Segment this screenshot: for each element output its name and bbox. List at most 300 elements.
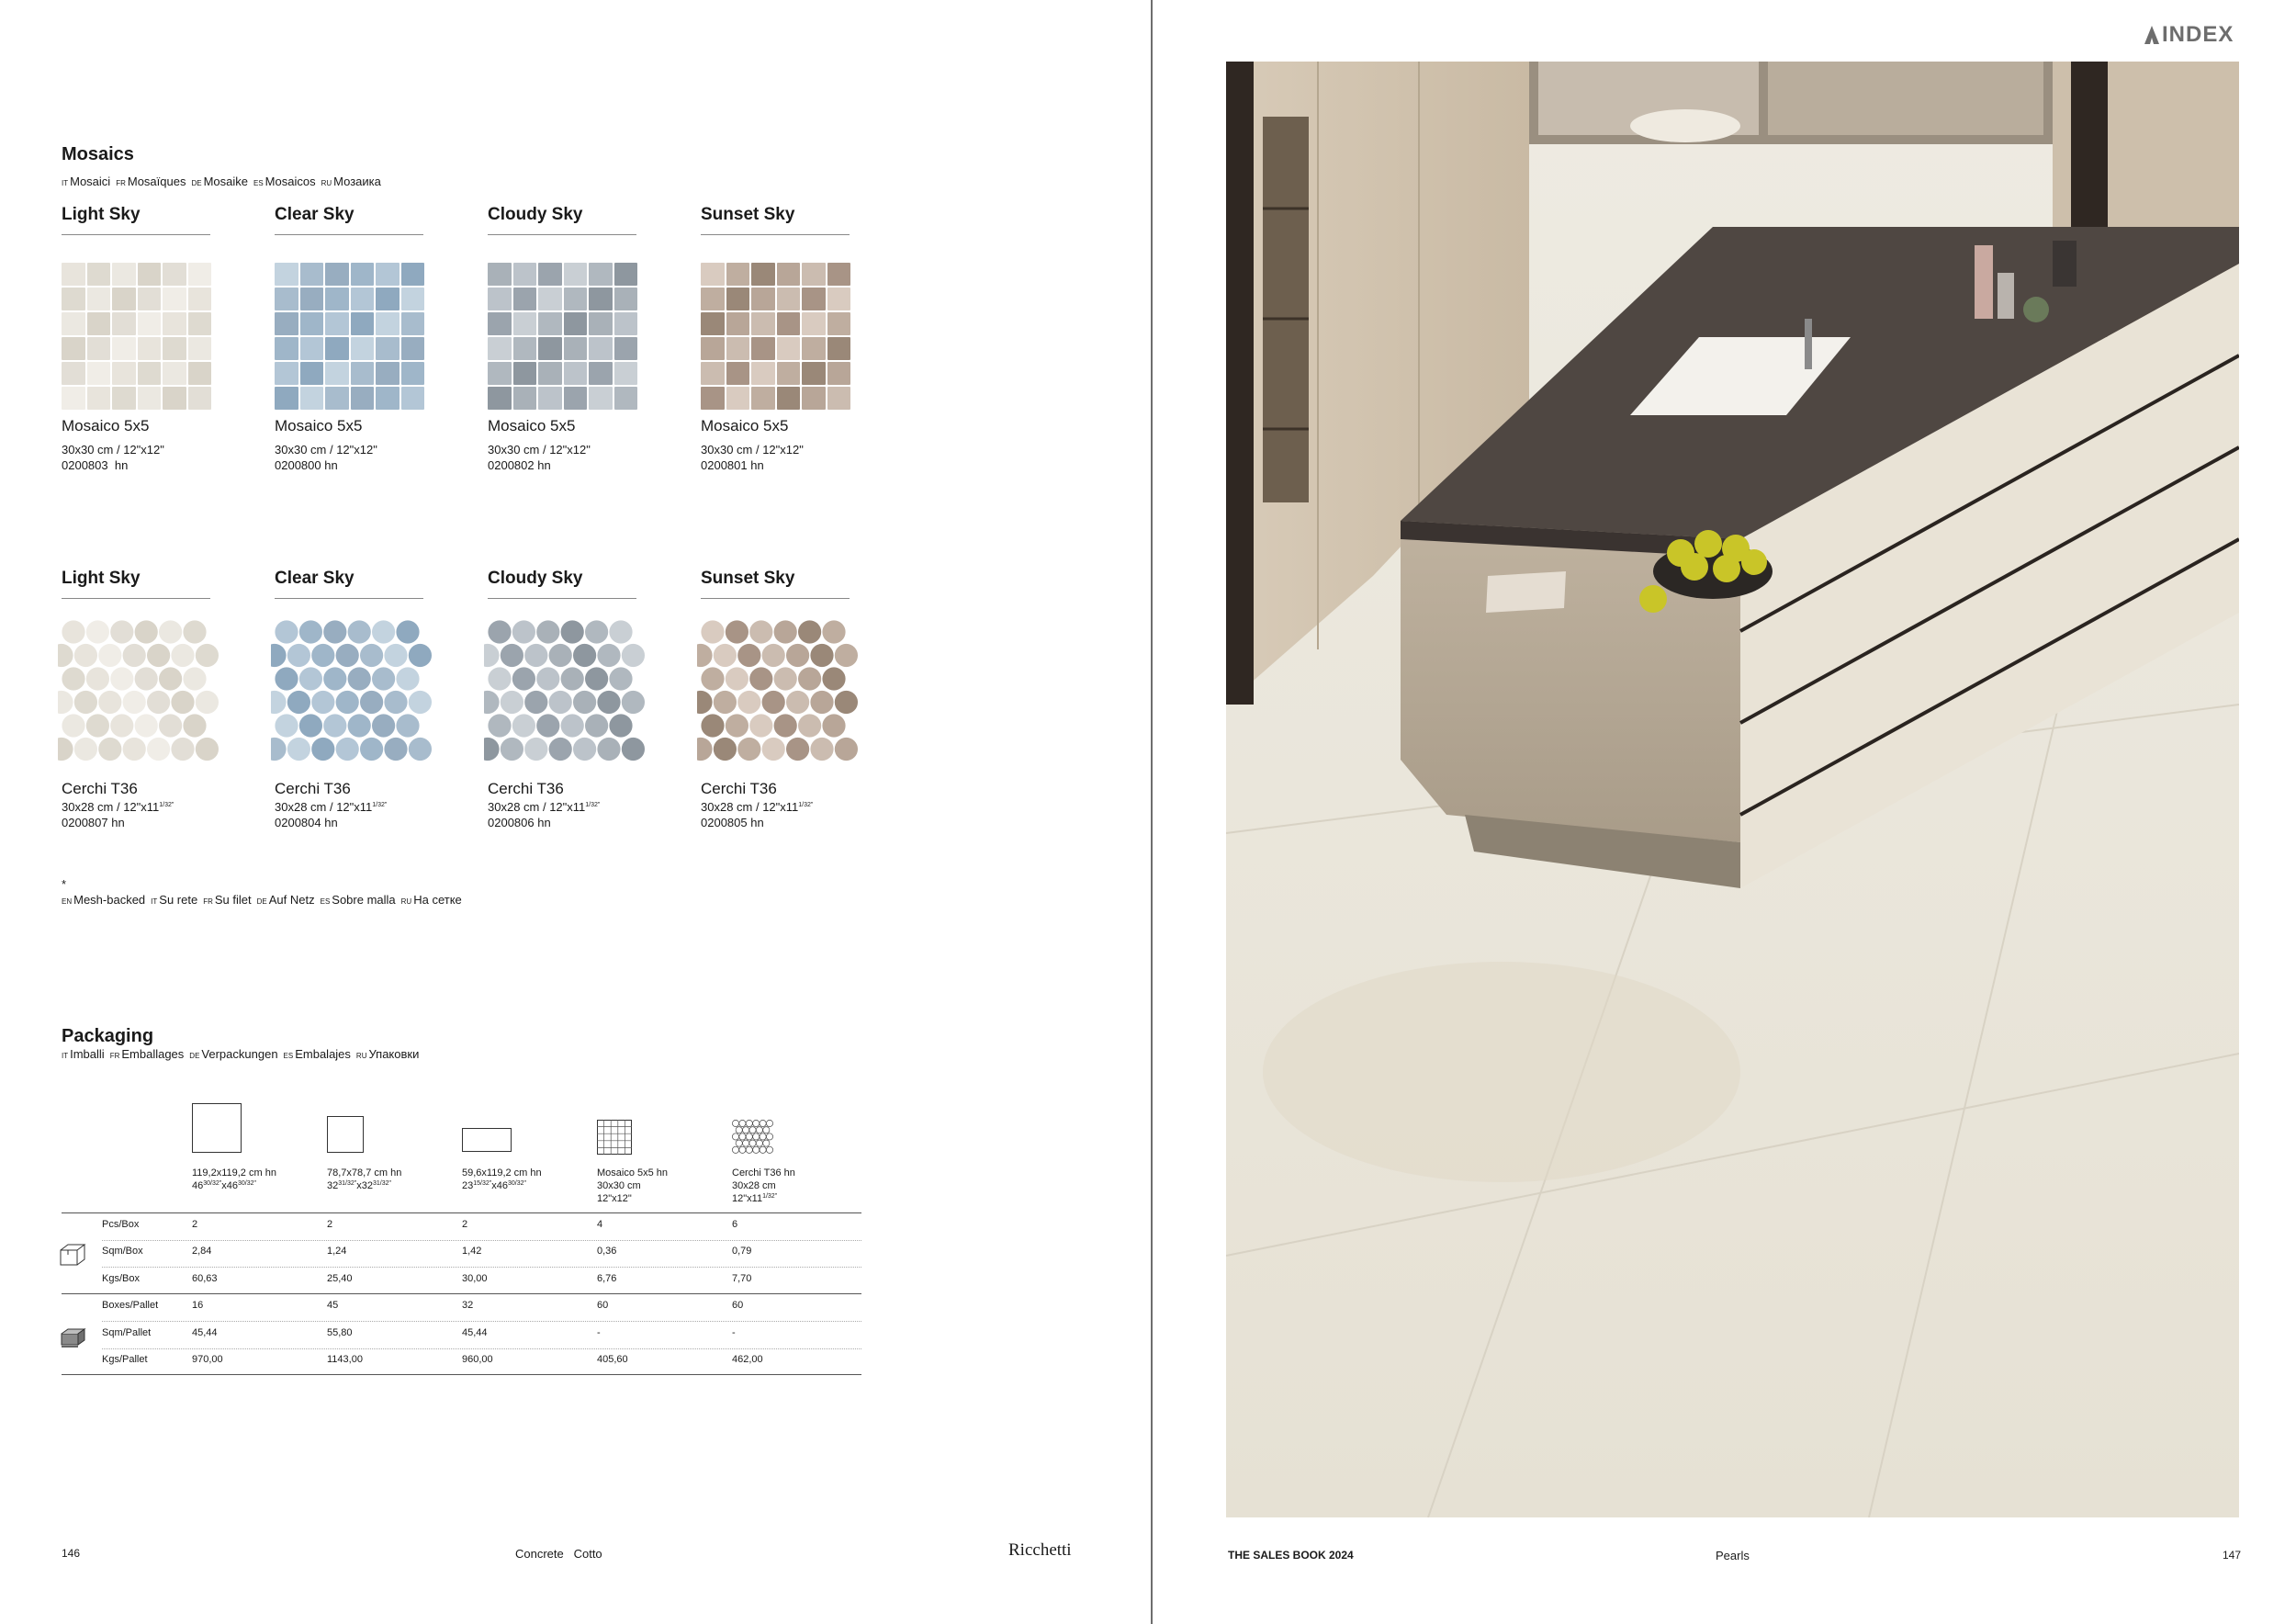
- format-line: Mosaico 5x5 hn: [597, 1167, 669, 1179]
- mosaic-circle-tile: [98, 644, 121, 667]
- mosaic-tile: [802, 263, 826, 286]
- mosaic-circle-tile: [501, 644, 523, 667]
- packaging-cell: 30,00: [462, 1272, 488, 1284]
- packaging-cell: 2: [327, 1219, 333, 1230]
- translation-text: Mosaïques: [127, 175, 186, 188]
- mosaic-circle-tile: [396, 667, 419, 690]
- packaging-cell: 2: [462, 1219, 468, 1230]
- translation-text: Mosaicos: [264, 175, 316, 188]
- mosaic-tile: [112, 263, 136, 286]
- packaging-cell: 970,00: [192, 1354, 223, 1365]
- page-divider: [1151, 0, 1153, 1624]
- mosaic-tile: [188, 337, 212, 360]
- mosaic-circle-tile: [372, 667, 395, 690]
- mosaic-circle-tile: [311, 691, 334, 714]
- mosaic-tile: [401, 263, 425, 286]
- mosaic-tile: [488, 387, 512, 410]
- mosaic-tile: [188, 263, 212, 286]
- mosaic-product-name: Mosaico 5x5: [275, 417, 363, 434]
- mosaic-circle-tile: [147, 644, 170, 667]
- format-line: $12"x11^{1/32"}$: [732, 1193, 778, 1204]
- right-page-number: 147: [2223, 1549, 2242, 1562]
- translation-item: [116, 175, 186, 188]
- mosaic-circle-tile: [135, 714, 158, 737]
- pallet-icon: [59, 1328, 88, 1353]
- mosaic-square-swatch: [701, 263, 850, 410]
- mosaic-circle-tile: [323, 667, 346, 690]
- mosaic-tile: [488, 362, 512, 385]
- packaging-cell: 1,42: [462, 1246, 482, 1257]
- translation-text: Mosaici: [70, 175, 111, 188]
- mosaic-circle-tile: [183, 667, 206, 690]
- mosaic-circle-tile: [524, 738, 547, 761]
- mosaic-tile: [701, 362, 725, 385]
- translation-item: [151, 893, 197, 907]
- packaging-format-label: [462, 1167, 542, 1192]
- translation-text: Мозаика: [333, 175, 381, 188]
- mosaic-tile: [538, 288, 562, 310]
- translation-item: [62, 893, 145, 907]
- translation-text: На сетке: [413, 893, 462, 907]
- left-series-label: Concrete Cotto: [515, 1547, 602, 1561]
- mosaic-tile: [163, 288, 186, 310]
- mosaic-tile: [87, 362, 111, 385]
- mosaic-tile: [701, 288, 725, 310]
- mosaic-tile: [701, 337, 725, 360]
- mosaic-circle-tile: [110, 667, 133, 690]
- mosaic-circle-tile: [86, 714, 109, 737]
- mosaic-circle-tile: [123, 644, 146, 667]
- mosaic-circle-tile: [762, 691, 785, 714]
- mosaic-circle-tile: [360, 691, 383, 714]
- translation-item: [321, 175, 381, 188]
- mosaic-circle-tile: [701, 620, 724, 643]
- mosaic-circle-tile: [336, 644, 359, 667]
- mosaic-tile: [163, 312, 186, 335]
- mosaic-circle-tile: [609, 620, 632, 643]
- mosaic-tile: [300, 337, 324, 360]
- mosaic-tile: [87, 387, 111, 410]
- translation-text: Su rete: [159, 893, 198, 907]
- mosaic-circle-tile: [774, 714, 797, 737]
- mosaic-tile: [300, 362, 324, 385]
- translation-item: [189, 1047, 277, 1061]
- mosaic-tile: [275, 387, 298, 410]
- packaging-cell: 45: [327, 1300, 339, 1312]
- translation-item: [191, 175, 248, 188]
- mosaic-tile: [564, 312, 588, 335]
- mosaic-circle-tile: [86, 620, 109, 643]
- mosaic-tile: [300, 263, 324, 286]
- format-line: 59,6x119,2 cm hn: [462, 1167, 542, 1179]
- mosaic-tile: [62, 387, 85, 410]
- mosaic-tile: [751, 288, 775, 310]
- mosaic-circle-tile: [287, 691, 310, 714]
- mosaic-tile: [401, 312, 425, 335]
- mosaic-tile: [589, 337, 613, 360]
- mosaic-circle-tile: [573, 691, 596, 714]
- mosaic-circle-tile: [323, 714, 346, 737]
- mosaic-circle-tile: [749, 667, 772, 690]
- mosaic-circle-tile: [58, 644, 73, 667]
- mosaic-circle-tile: [384, 644, 407, 667]
- mosaic-tile: [538, 362, 562, 385]
- mosaic-code: 0200800 hn: [275, 458, 338, 472]
- mosaic-circle-swatch: [58, 618, 238, 774]
- packaging-cell: -: [597, 1326, 601, 1338]
- mosaic-tile: [138, 312, 162, 335]
- mosaic-tile: [163, 263, 186, 286]
- mosaic-tile: [351, 312, 375, 335]
- mosaic-tile: [188, 387, 212, 410]
- language-code: RU: [355, 1052, 367, 1060]
- mosaic-circle-tile: [86, 667, 109, 690]
- mosaic-circle-tile: [98, 738, 121, 761]
- mosaic-circle-tile: [58, 691, 73, 714]
- mosaic-product-name: Mosaico 5x5: [62, 417, 150, 434]
- mosaic-tile: [564, 288, 588, 310]
- sales-book-label: THE SALES BOOK 2024: [1228, 1549, 1354, 1562]
- mosaic-circle-tile: [737, 691, 760, 714]
- format-line: 12"x12": [597, 1193, 632, 1204]
- mosaic-circle-tile: [159, 667, 182, 690]
- mosaic-circle-tile: [762, 738, 785, 761]
- translation-text: Emballages: [121, 1047, 185, 1061]
- packaging-cell: 25,40: [327, 1272, 353, 1284]
- packaging-cell: 60: [597, 1300, 609, 1312]
- mosaic-circle-tile: [810, 691, 833, 714]
- mosaic-tile: [112, 362, 136, 385]
- packaging-row-rule: [102, 1240, 861, 1241]
- mosaic-tile: [488, 263, 512, 286]
- mosaic-circle-tile: [159, 620, 182, 643]
- mosaic-color-name: Light Sky: [62, 569, 210, 599]
- mosaic-tile: [802, 337, 826, 360]
- mosaic-circle-tile: [311, 644, 334, 667]
- mosaic-circle-tile: [409, 738, 432, 761]
- mosaic-tile: [614, 312, 638, 335]
- mosaic-tile: [726, 312, 750, 335]
- packaging-mid-rule: [62, 1293, 861, 1294]
- mosaic-size: 30x30 cm / 12"x12": [701, 443, 804, 457]
- packaging-cell: 1143,00: [327, 1354, 363, 1365]
- mosaic-circle-tile: [524, 691, 547, 714]
- mosaic-tile: [701, 312, 725, 335]
- mosaic-code: 0200801 hn: [701, 458, 764, 472]
- mosaic-circle-tile: [147, 738, 170, 761]
- mosaic-code: 0200804 hn: [275, 816, 338, 829]
- mosaic-product-name: Cerchi T36: [275, 780, 351, 797]
- mosaic-tile: [538, 337, 562, 360]
- mosaic-circle-tile: [822, 667, 845, 690]
- mosaic-tile: [87, 312, 111, 335]
- mosaic-tile: [802, 312, 826, 335]
- mosaic-tile: [275, 312, 298, 335]
- mosaic-tile: [802, 362, 826, 385]
- mosaic-tile: [751, 312, 775, 335]
- mosaic-circle-tile: [336, 738, 359, 761]
- mosaic-circle-tile: [275, 714, 298, 737]
- mosaic-circle-tile: [573, 738, 596, 761]
- mosaic-circle-tile: [549, 644, 572, 667]
- mosaic-circle-tile: [323, 620, 346, 643]
- mosaic-circles-icon: [732, 1120, 774, 1156]
- packaging-cell: 32: [462, 1300, 474, 1312]
- mosaic-circle-tile: [609, 714, 632, 737]
- mosaic-tile: [614, 263, 638, 286]
- packaging-cell: 1,24: [327, 1246, 347, 1257]
- packaging-bottom-rule: [62, 1374, 861, 1375]
- mosaic-circle-tile: [336, 691, 359, 714]
- translation-text: Sobre malla: [332, 893, 396, 907]
- packaging-cell: 60,63: [192, 1272, 218, 1284]
- note-star: *: [62, 877, 67, 891]
- packaging-cell: 45,44: [462, 1326, 488, 1338]
- packaging-row-label: Sqm/Box: [102, 1246, 143, 1257]
- language-code: DE: [256, 897, 267, 906]
- language-code: IT: [62, 1052, 69, 1060]
- mosaic-tile: [751, 263, 775, 286]
- mosaic-color-name: Sunset Sky: [701, 205, 850, 235]
- mosaic-circle-tile: [384, 738, 407, 761]
- packaging-row-rule: [102, 1267, 861, 1268]
- mosaic-circle-tile: [726, 714, 748, 737]
- mosaic-circle-swatch: [484, 618, 664, 774]
- mosaic-circle-tile: [786, 644, 809, 667]
- mosaic-tile: [488, 312, 512, 335]
- packaging-row-label: Pcs/Box: [102, 1219, 140, 1230]
- mosaic-code: 0200807 hn: [62, 816, 125, 829]
- mosaic-tile: [275, 263, 298, 286]
- mosaic-circle-tile: [488, 667, 511, 690]
- index-label: INDEX: [2162, 22, 2234, 47]
- mosaic-square-swatch: [62, 263, 211, 410]
- mosaic-tile: [701, 263, 725, 286]
- packaging-row-label: Boxes/Pallet: [102, 1300, 159, 1312]
- mosaic-circle-tile: [484, 644, 500, 667]
- mosaic-tile: [275, 288, 298, 310]
- translation-item: [321, 893, 396, 907]
- mosaic-circle-tile: [798, 667, 821, 690]
- mosaic-tile: [275, 362, 298, 385]
- mosaic-color-name: Light Sky: [62, 205, 210, 235]
- mosaic-circle-tile: [171, 691, 194, 714]
- packaging-row-label: Sqm/Pallet: [102, 1326, 152, 1338]
- packaging-cell: 60: [732, 1300, 744, 1312]
- packaging-cell: 2,84: [192, 1246, 212, 1257]
- mosaic-tile: [188, 312, 212, 335]
- translation-item: [401, 893, 462, 907]
- mosaic-tile: [827, 362, 851, 385]
- mosaic-circle-tile: [74, 738, 97, 761]
- mosaic-circle-tile: [98, 691, 121, 714]
- translation-item: [356, 1047, 419, 1061]
- mosaic-circle-tile: [110, 714, 133, 737]
- packaging-cell: 0,36: [597, 1246, 617, 1257]
- mosaic-circle-tile: [798, 714, 821, 737]
- mosaic-circle-tile: [774, 667, 797, 690]
- mosaic-circle-tile: [271, 691, 287, 714]
- translation-item: [257, 893, 315, 907]
- mosaic-tile: [777, 263, 801, 286]
- translation-item: [110, 1047, 185, 1061]
- size-text: 30x28 cm / 12"x11: [701, 800, 799, 814]
- mosaic-circle-tile: [536, 667, 559, 690]
- mosaic-circle-tile: [62, 714, 84, 737]
- mosaic-circle-tile: [360, 738, 383, 761]
- mosaic-tile: [401, 387, 425, 410]
- mosaic-circle-tile: [573, 644, 596, 667]
- packaging-cell: 16: [192, 1300, 204, 1312]
- mosaic-circle-tile: [697, 738, 713, 761]
- kitchen-interior-photo: [1226, 62, 2239, 1517]
- mosaic-circle-tile: [360, 644, 383, 667]
- mosaic-circle-tile: [822, 714, 845, 737]
- mosaic-tile: [827, 312, 851, 335]
- mosaic-tile: [62, 337, 85, 360]
- mosaic-tile: [589, 362, 613, 385]
- packaging-cell: 4: [597, 1219, 603, 1230]
- mosaic-tile: [589, 387, 613, 410]
- mosaic-tile: [802, 288, 826, 310]
- mosaic-circle-tile: [810, 644, 833, 667]
- mosaic-tile: [112, 387, 136, 410]
- mosaic-size: [488, 800, 600, 815]
- mosaic-circle-tile: [622, 691, 645, 714]
- language-code: DE: [189, 1052, 200, 1060]
- mosaic-circle-tile: [135, 667, 158, 690]
- packaging-row-label: Kgs/Pallet: [102, 1354, 148, 1365]
- mosaic-circle-tile: [372, 620, 395, 643]
- mosaic-tile: [138, 362, 162, 385]
- mosaic-tile: [777, 362, 801, 385]
- mosaic-tile: [401, 337, 425, 360]
- mosaics-title: Mosaics: [62, 144, 134, 164]
- mosaic-tile: [513, 263, 537, 286]
- mosaic-tile: [351, 263, 375, 286]
- mosaic-circle-tile: [609, 667, 632, 690]
- mosaic-tile: [513, 312, 537, 335]
- translation-item: [62, 175, 110, 188]
- packaging-translations: [62, 1047, 424, 1061]
- mosaic-circle-tile: [409, 691, 432, 714]
- mosaics-translations: [62, 175, 387, 188]
- mosaic-circle-tile: [701, 714, 724, 737]
- mosaic-circle-tile: [714, 738, 737, 761]
- packaging-cell: -: [732, 1326, 736, 1338]
- mosaic-circle-tile: [299, 714, 322, 737]
- mosaic-circle-tile: [348, 620, 371, 643]
- mosaic-circle-tile: [597, 644, 620, 667]
- language-code: ES: [320, 897, 331, 906]
- mosaic-tile: [376, 337, 400, 360]
- mosaic-tile: [751, 337, 775, 360]
- mosaic-tile: [376, 263, 400, 286]
- mosaic-color-name: Cloudy Sky: [488, 569, 636, 599]
- mosaic-square-swatch: [488, 263, 637, 410]
- mosaic-circle-tile: [585, 667, 608, 690]
- mosaic-circle-tile: [835, 691, 858, 714]
- mosaic-circle-tile: [110, 620, 133, 643]
- mosaic-circle-tile: [488, 714, 511, 737]
- mosaic-tile: [138, 337, 162, 360]
- mosaic-circle-tile: [561, 667, 584, 690]
- mosaic-circle-tile: [737, 644, 760, 667]
- mosaic-circle-tile: [561, 620, 584, 643]
- format-square-large-icon: [192, 1103, 242, 1153]
- mosaic-circle-tile: [697, 691, 713, 714]
- mosaic-tile: [351, 362, 375, 385]
- mosaic-tile: [513, 288, 537, 310]
- mosaic-tile: [351, 337, 375, 360]
- mosaic-circle-tile: [512, 714, 535, 737]
- mosaic-circle-tile: [786, 691, 809, 714]
- mosaic-size: [62, 800, 174, 815]
- mosaic-circle-tile: [714, 644, 737, 667]
- mosaic-square-icon: [597, 1120, 632, 1155]
- mosaic-circle-tile: [183, 620, 206, 643]
- mosaic-tile: [325, 387, 349, 410]
- mosaic-size: 30x30 cm / 12"x12": [275, 443, 377, 457]
- mosaic-tile: [275, 337, 298, 360]
- mosaic-circle-tile: [786, 738, 809, 761]
- mosaic-circle-tile: [512, 620, 535, 643]
- mosaic-circle-tile: [62, 620, 84, 643]
- mosaic-circle-tile: [384, 691, 407, 714]
- translation-text: Verpackungen: [201, 1047, 278, 1061]
- mosaic-circle-tile: [135, 620, 158, 643]
- mosaic-circle-tile: [123, 691, 146, 714]
- packaging-cell: 0,79: [732, 1246, 752, 1257]
- mosaic-product-name: Cerchi T36: [701, 780, 777, 797]
- mosaic-tile: [62, 312, 85, 335]
- mosaic-code: 0200803 hn: [62, 458, 129, 472]
- mosaic-tile: [726, 337, 750, 360]
- mosaic-tile: [138, 263, 162, 286]
- mosaic-circle-tile: [396, 620, 419, 643]
- format-line: 119,2x119,2 cm hn: [192, 1167, 276, 1179]
- mosaic-circle-tile: [561, 714, 584, 737]
- mosaic-tile: [325, 288, 349, 310]
- mosaic-circle-tile: [762, 644, 785, 667]
- mosaic-circle-tile: [835, 738, 858, 761]
- mosaic-circle-tile: [299, 667, 322, 690]
- mosaic-circle-tile: [62, 667, 84, 690]
- mosaic-tile: [87, 263, 111, 286]
- translation-text: Auf Netz: [268, 893, 315, 907]
- mosaic-tile: [513, 337, 537, 360]
- mosaic-tile: [777, 312, 801, 335]
- mosaic-tile: [488, 288, 512, 310]
- mosaic-circle-tile: [714, 691, 737, 714]
- format-line: 78,7x78,7 cm hn: [327, 1167, 402, 1179]
- translation-text: Su filet: [214, 893, 252, 907]
- mosaic-tile: [376, 312, 400, 335]
- language-code: ES: [283, 1052, 294, 1060]
- index-link[interactable]: [2144, 22, 2234, 48]
- mosaic-tile: [87, 337, 111, 360]
- mosaic-circle-tile: [348, 667, 371, 690]
- translation-text: Imballi: [70, 1047, 105, 1061]
- language-code: RU: [400, 897, 412, 906]
- mosaic-tile: [112, 312, 136, 335]
- packaging-cell: 2: [192, 1219, 198, 1230]
- mosaic-circle-tile: [196, 644, 219, 667]
- mosaic-circle-tile: [171, 738, 194, 761]
- mosaic-tile: [827, 387, 851, 410]
- mosaic-circle-tile: [822, 620, 845, 643]
- translation-text: Mosaike: [203, 175, 248, 188]
